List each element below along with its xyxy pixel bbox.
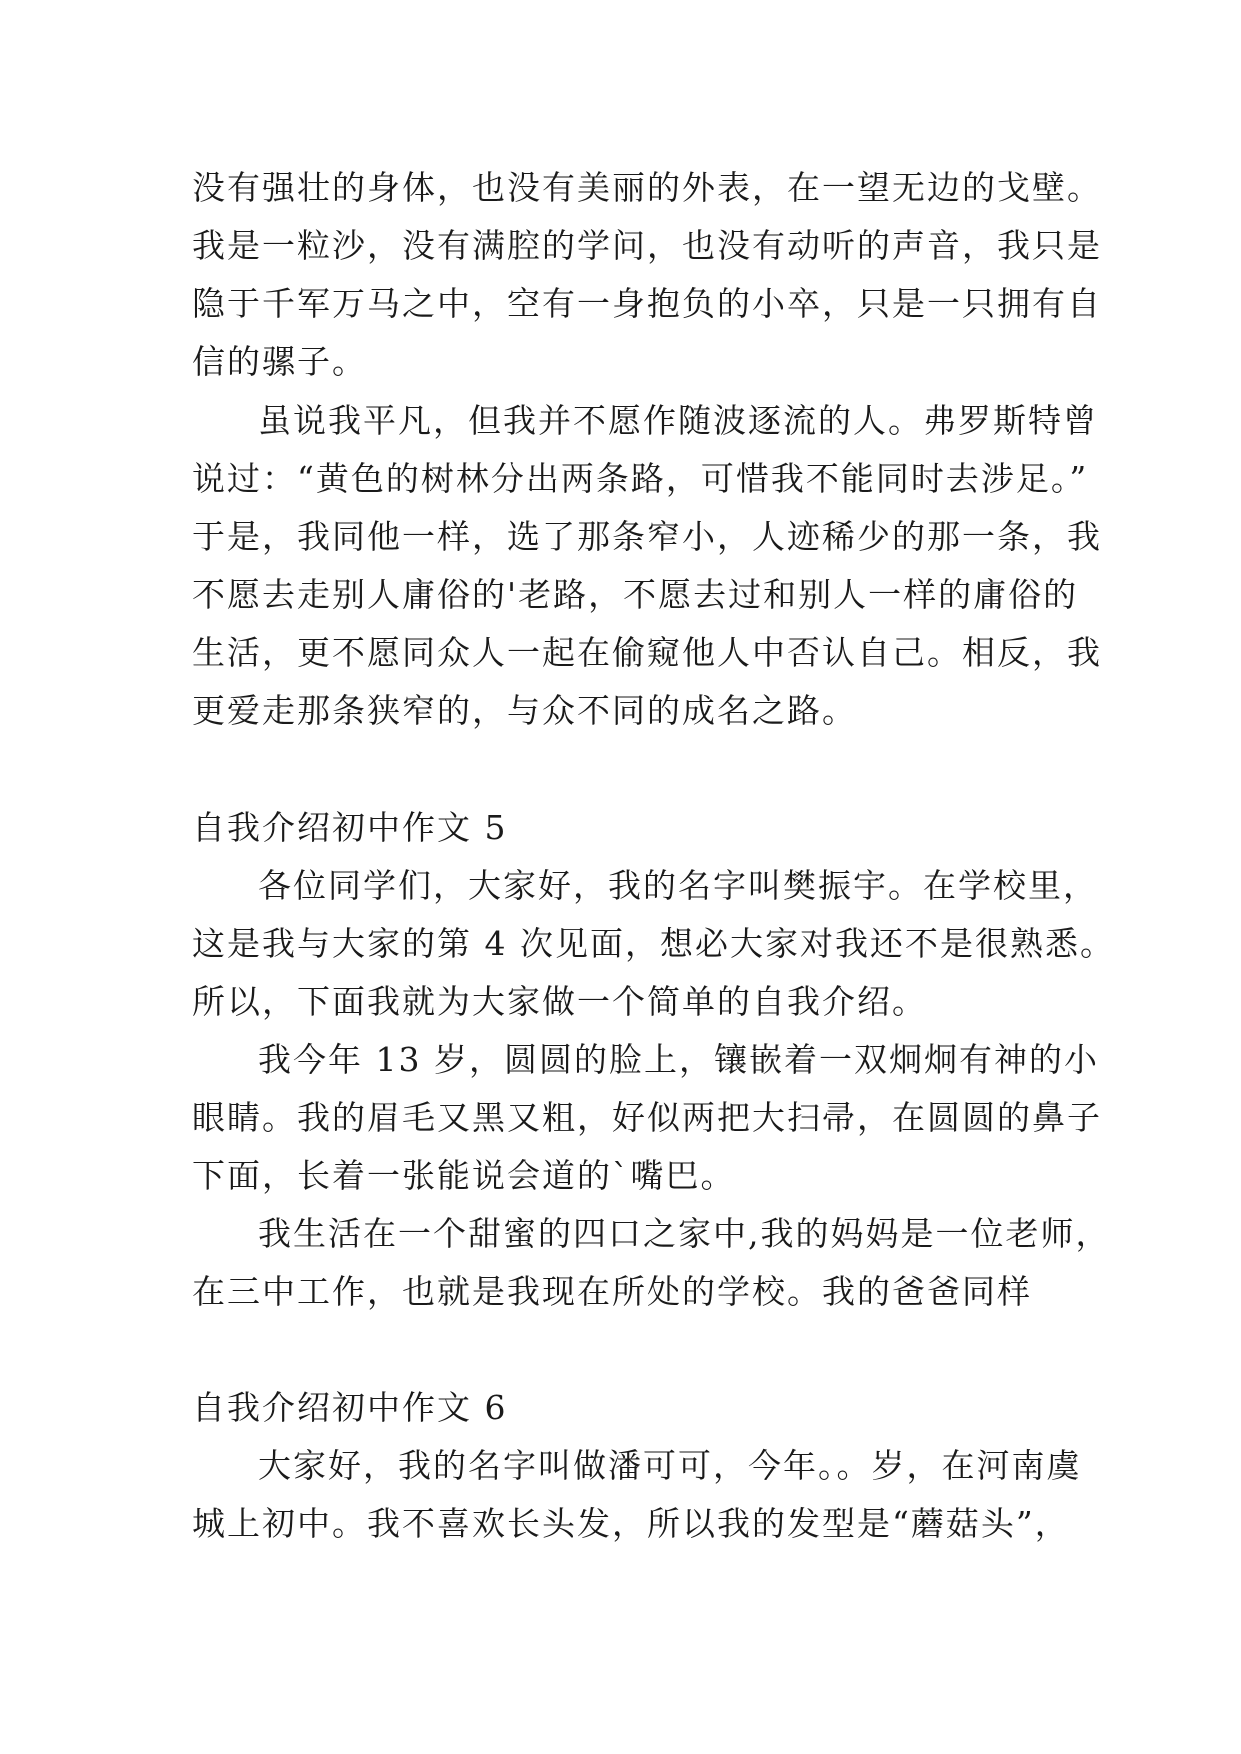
text-line: 隐于千军万马之中，空有一身抱负的小卒，只是一只拥有自 [192,284,1102,323]
text-line: 更爱走那条狭窄的，与众不同的成名之路。 [192,691,857,730]
text-line: 下面，长着一张能说会道的`嘴巴。 [192,1156,736,1195]
paragraph-first-line: 我今年 13 岁，圆圆的脸上，镶嵌着一双炯炯有神的小 [258,1040,1099,1079]
text-line: 生活，更不愿同众人一起在偷窥他人中否认自己。相反，我 [192,633,1102,672]
text-line: 眼睛。我的眉毛又黑又粗，好似两把大扫帚，在圆圆的鼻子 [192,1098,1102,1137]
text-line: 所以，下面我就为大家做一个简单的自我介绍。 [192,982,927,1021]
section-heading: 自我介绍初中作文 6 [192,1388,508,1427]
text-line: 我是一粒沙，没有满腔的学问，也没有动听的声音，我只是 [192,226,1102,265]
text-line: 于是，我同他一样，选了那条窄小，人迹稀少的那一条，我 [192,517,1102,556]
text-line: 信的骡子。 [192,342,367,381]
text-line: 这是我与大家的第 4 次见面，想必大家对我还不是很熟悉。 [192,924,1115,963]
text-line: 没有强壮的身体，也没有美丽的外表，在一望无边的戈壁。 [192,168,1102,207]
paragraph-first-line: 虽说我平凡，但我并不愿作随波逐流的人。弗罗斯特曾 [258,401,1098,440]
text-line: 城上初中。我不喜欢长头发，所以我的发型是“蘑菇头”， [192,1504,1070,1543]
paragraph-first-line: 我生活在一个甜蜜的四口之家中,我的妈妈是一位老师， [258,1214,1111,1253]
section-heading: 自我介绍初中作文 5 [192,808,508,847]
paragraph-first-line: 大家好，我的名字叫做潘可可，今年。。岁，在河南虞 [258,1446,1082,1485]
text-line: 说过：“黄色的树林分出两条路，可惜我不能同时去涉足。” [192,459,1089,498]
text-line: 在三中工作，也就是我现在所处的学校。我的爸爸同样 [192,1272,1032,1311]
paragraph-first-line: 各位同学们，大家好，我的名字叫樊振宇。在学校里， [258,866,1098,905]
text-line: 不愿去走别人庸俗的'老路，不愿去过和别人一样的庸俗的 [192,575,1079,614]
